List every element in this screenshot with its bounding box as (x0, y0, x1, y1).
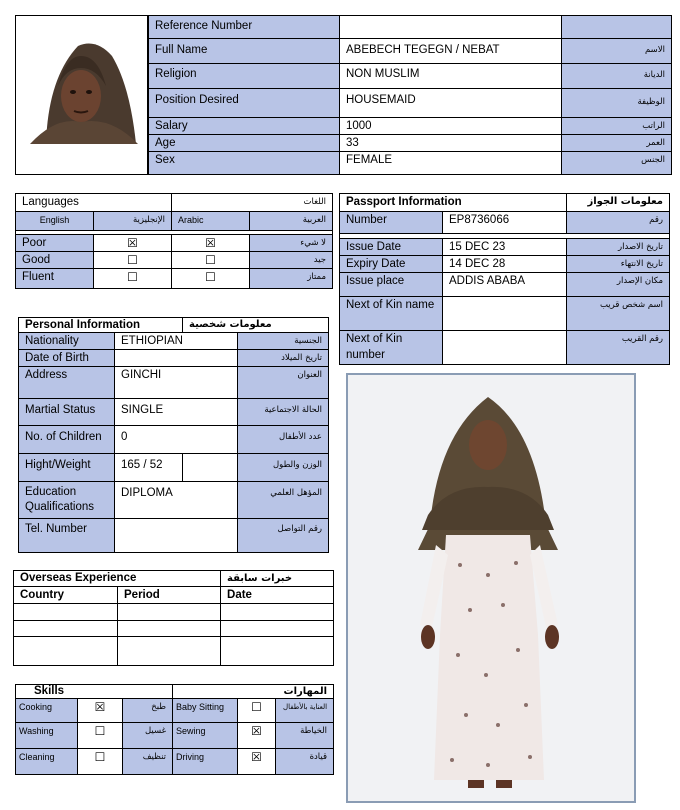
skill-ar: العناية بالأطفال (276, 699, 334, 723)
lang-row-label: Fluent (16, 269, 94, 289)
position-ar: الوظيفة (562, 89, 672, 118)
kin-number-value[interactable] (443, 331, 567, 365)
english-header: English (16, 212, 94, 231)
age-ar: العمر (562, 135, 672, 152)
kin-number-ar: رقم القريب (567, 331, 670, 365)
overseas-cell[interactable] (118, 604, 221, 621)
salary-label: Salary (149, 118, 340, 135)
reference-ar (562, 16, 672, 39)
languages-title: Languages (16, 194, 172, 212)
passport-title: Passport Information (340, 194, 567, 212)
skills-title: Skills (16, 685, 173, 699)
skill-label: Washing (16, 723, 78, 749)
passport-table (339, 193, 670, 365)
overseas-cell[interactable] (118, 621, 221, 637)
religion-label: Religion (149, 64, 340, 89)
height-weight-label: Hight/Weight (19, 454, 115, 482)
skill-checkbox[interactable]: ☒ (238, 723, 276, 749)
skills-table (15, 684, 334, 775)
skill-ar: قيادة (276, 749, 334, 775)
skills-title-ar: المهارات (173, 685, 334, 699)
languages-table (15, 193, 333, 289)
expiry-date-label: Expiry Date (340, 256, 443, 273)
lang-row-label: Good (16, 252, 94, 269)
kin-name-label: Next of Kin name (340, 297, 443, 331)
address-value[interactable]: GINCHI (115, 367, 238, 399)
overseas-cell[interactable] (221, 637, 334, 666)
lang-row-label: Poor (16, 235, 94, 252)
education-label: Education Qualifications (19, 482, 115, 519)
personal-info-table (18, 317, 329, 553)
education-ar: المؤهل العلمي (238, 482, 329, 519)
overseas-col-country: Country (14, 587, 118, 604)
issue-place-ar: مكان الإصدار (567, 273, 670, 297)
reference-label: Reference Number (149, 16, 340, 39)
overseas-title: Overseas Experience (14, 571, 221, 587)
dob-label: Date of Birth (19, 350, 115, 367)
passport-number-label: Number (340, 212, 443, 234)
tel-ar: رقم التواصل (238, 519, 329, 553)
dob-value[interactable] (115, 350, 238, 367)
reference-value[interactable] (340, 16, 562, 39)
kin-number-label: Next of Kin number (340, 331, 443, 365)
overseas-title-ar: خبرات سابقة (221, 571, 334, 587)
salary-ar: الراتب (562, 118, 672, 135)
children-value[interactable]: 0 (115, 426, 238, 454)
tel-value[interactable] (115, 519, 238, 553)
age-value[interactable]: 33 (340, 135, 562, 152)
overseas-cell[interactable] (221, 621, 334, 637)
skill-ar: الخياطة (276, 723, 334, 749)
overseas-cell[interactable] (14, 637, 118, 666)
dob-ar: تاريخ الميلاد (238, 350, 329, 367)
languages-title-ar: اللغات (172, 194, 333, 212)
kin-name-ar: اسم شخص قريب (567, 297, 670, 331)
skill-ar: غسيل (123, 723, 173, 749)
marital-value[interactable]: SINGLE (115, 399, 238, 426)
passport-title-ar: معلومات الجواز (567, 194, 670, 212)
overseas-col-date: Date (221, 587, 334, 604)
skill-checkbox[interactable]: ☒ (78, 699, 123, 723)
position-value[interactable]: HOUSEMAID (340, 89, 562, 118)
lang-arabic-checkbox[interactable]: ☐ (172, 269, 250, 289)
passport-number-ar: رقم (567, 212, 670, 234)
issue-place-value[interactable]: ADDIS ABABA (443, 273, 567, 297)
lang-english-checkbox[interactable]: ☐ (94, 252, 172, 269)
children-label: No. of Children (19, 426, 115, 454)
personal-title: Personal Information (19, 318, 183, 333)
skill-label: Sewing (173, 723, 238, 749)
salary-value[interactable]: 1000 (340, 118, 562, 135)
address-ar: العنوان (238, 367, 329, 399)
height-weight-ar: الوزن والطول (238, 454, 329, 482)
full-name-label: Full Name (149, 39, 340, 64)
overseas-cell[interactable] (14, 604, 118, 621)
nationality-ar: الجنسية (238, 333, 329, 350)
age-label: Age (149, 135, 340, 152)
profile-table (15, 15, 672, 175)
sex-value[interactable]: FEMALE (340, 152, 562, 175)
lang-english-checkbox[interactable]: ☐ (94, 269, 172, 289)
skill-ar: طبخ (123, 699, 173, 723)
personal-title-ar: معلومات شخصية (183, 318, 329, 333)
expiry-date-value[interactable]: 14 DEC 28 (443, 256, 567, 273)
height-weight-value[interactable]: 165 / 52 (115, 454, 183, 482)
issue-date-label: Issue Date (340, 239, 443, 256)
nationality-label: Nationality (19, 333, 115, 350)
marital-ar: الحالة الاجتماعية (238, 399, 329, 426)
issue-date-value[interactable]: 15 DEC 23 (443, 239, 567, 256)
skill-label: Driving (173, 749, 238, 775)
education-value[interactable]: DIPLOMA (115, 482, 238, 519)
sex-ar: الجنس (562, 152, 672, 175)
overseas-cell[interactable] (221, 604, 334, 621)
religion-ar: الديانة (562, 64, 672, 89)
tel-label: Tel. Number (19, 519, 115, 553)
skill-label: Cooking (16, 699, 78, 723)
overseas-cell[interactable] (14, 621, 118, 637)
height-weight-extra[interactable] (183, 454, 238, 482)
lang-english-checkbox[interactable]: ☒ (94, 235, 172, 252)
religion-value[interactable]: NON MUSLIM (340, 64, 562, 89)
passport-number-value[interactable]: EP8736066 (443, 212, 567, 234)
lang-row-ar: ممتاز (250, 269, 333, 289)
full-name-value[interactable]: ABEBECH TEGEGN / NEBAT (340, 39, 562, 64)
skill-ar: تنظيف (123, 749, 173, 775)
full-body-photo (346, 373, 636, 803)
issue-date-ar: تاريخ الاصدار (567, 239, 670, 256)
lang-arabic-checkbox[interactable]: ☐ (172, 252, 250, 269)
skill-checkbox[interactable]: ☐ (238, 699, 276, 723)
skill-label: Baby Sitting (173, 699, 238, 723)
issue-place-label: Issue place (340, 273, 443, 297)
skill-checkbox[interactable]: ☒ (238, 749, 276, 775)
lang-row-ar: لا شيء (250, 235, 333, 252)
children-ar: عدد الأطفال (238, 426, 329, 454)
position-label: Position Desired (149, 89, 340, 118)
skill-checkbox[interactable]: ☐ (78, 723, 123, 749)
overseas-col-period: Period (118, 587, 221, 604)
arabic-header: Arabic (172, 212, 250, 231)
skill-checkbox[interactable]: ☐ (78, 749, 123, 775)
overseas-cell[interactable] (118, 637, 221, 666)
arabic-header-ar: العربية (250, 212, 333, 231)
full-name-ar: الاسم (562, 39, 672, 64)
address-label: Address (19, 367, 115, 399)
overseas-table (13, 570, 334, 666)
nationality-value[interactable]: ETHIOPIAN (115, 333, 238, 350)
kin-name-value[interactable] (443, 297, 567, 331)
lang-arabic-checkbox[interactable]: ☒ (172, 235, 250, 252)
expiry-date-ar: تاريخ الانتهاء (567, 256, 670, 273)
sex-label: Sex (149, 152, 340, 175)
english-header-ar: الإنجليزية (94, 212, 172, 231)
lang-row-ar: جيد (250, 252, 333, 269)
marital-label: Martial Status (19, 399, 115, 426)
skill-label: Cleaning (16, 749, 78, 775)
